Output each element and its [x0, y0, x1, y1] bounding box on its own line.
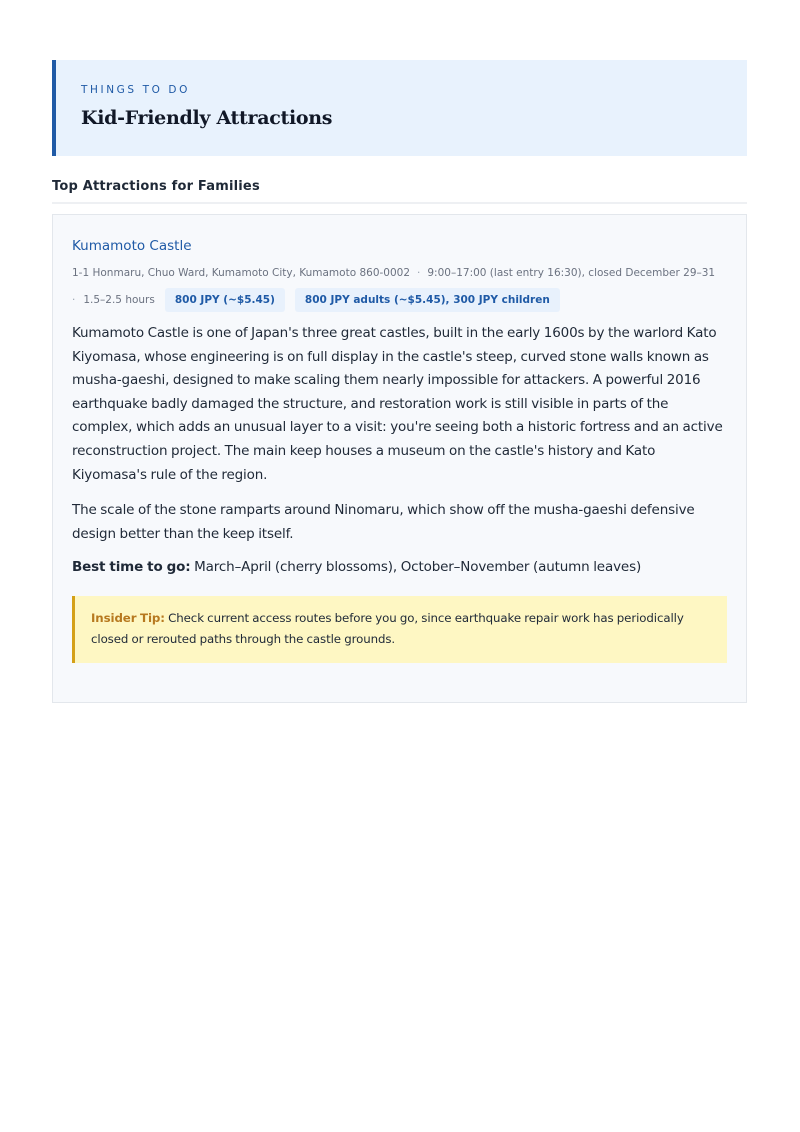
separator-dot: · — [417, 267, 421, 279]
page-header — [52, 60, 747, 156]
attraction-address: 1-1 Honmaru, Chuo Ward, Kumamoto City, Kumamoto 860-0002 — [72, 267, 411, 279]
best-time-label: Best time to go: — [72, 559, 191, 576]
attraction-meta — [72, 266, 727, 280]
attraction-card — [52, 214, 747, 703]
page-title: Kid-Friendly Attractions — [81, 107, 333, 129]
price-badge: 800 JPY (~$5.45) — [165, 288, 285, 312]
insider-tip-text: Check current access routes before you go, since earthquake repair work has periodically closed or rerouted paths through the castle grounds. — [91, 611, 684, 647]
price-detail-badge: 800 JPY adults (~$5.45), 300 JPY children — [295, 288, 560, 312]
insider-tip — [72, 596, 727, 663]
section-heading: Top Attractions for Families — [52, 178, 747, 204]
section-eyebrow: THINGS TO DO — [81, 84, 190, 96]
best-time — [72, 557, 727, 577]
separator-dot: · — [72, 294, 76, 306]
attraction-description: Kumamoto Castle is one of Japan's three great castles, built in the early 1600s by the warlord Kato Kiyomasa, whose engineering is on full display in the castle's steep, curved stone walls known as musha-gaeshi, designed to make scaling them nearly impossible for attackers. A powerful 2016 earthquake badly damaged the structure, and restoration work is still visible in parts of the complex, which adds an unusual layer to a visit: you're seeing both a historic fortress and an active reconstruction project. The main keep houses a museum on the castle's history and Kato Kiyomasa's rule of the region. — [72, 325, 723, 483]
attraction-title-link[interactable]: Kumamoto Castle — [72, 238, 192, 254]
attraction-duration: 1.5–2.5 hours — [83, 294, 155, 306]
best-time-value: March–April (cherry blossoms), October–November (autumn leaves) — [194, 559, 642, 576]
attraction-highlight: The scale of the stone ramparts around Ninomaru, which show off the musha-gaeshi defensive design better than the keep itself. — [72, 502, 695, 542]
insider-tip-label: Insider Tip: — [91, 611, 165, 626]
attraction-meta-secondary — [72, 288, 727, 312]
attraction-hours: 9:00–17:00 (last entry 16:30), closed December 29–31 — [427, 267, 716, 279]
